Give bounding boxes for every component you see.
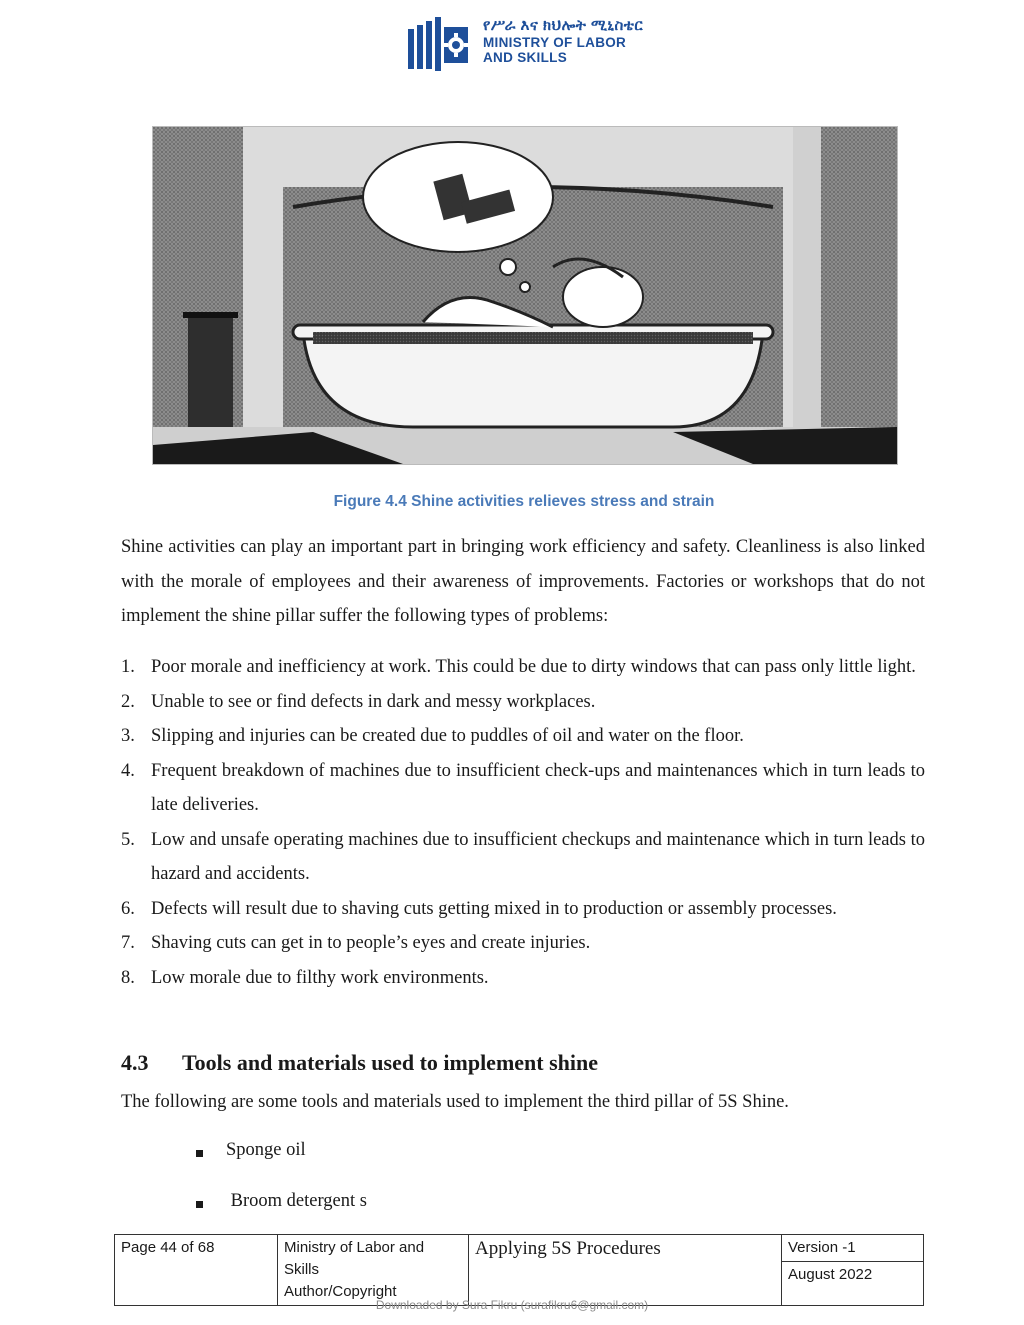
list-item-text: Poor morale and inefficiency at work. This could be due to dirty windows that can pass only little light.	[151, 657, 916, 677]
footer-version	[782, 1235, 924, 1262]
figure-caption: Figure 4.4 Shine activities relieves stress and strain	[333, 493, 715, 510]
list-item-number: 1.	[121, 657, 135, 677]
page-number-text: Page 44 of 68	[121, 1239, 215, 1256]
list-item-text: Defects will result due to shaving cuts getting mixed in to production or assembly processes.	[151, 898, 837, 919]
list-item-number: 5.	[121, 829, 135, 850]
list-item	[121, 685, 925, 720]
problems-list	[121, 650, 925, 995]
version-text: Version -1	[788, 1239, 856, 1256]
footer-document-title	[469, 1235, 782, 1306]
list-item-text: Low morale due to filthy work environments.	[151, 967, 489, 988]
list-item-number: 6.	[121, 898, 135, 919]
section-title: Tools and materials used to implement shine	[182, 1050, 599, 1075]
list-item	[121, 926, 925, 961]
footer-organization	[278, 1235, 469, 1306]
logo-line-1: MINISTRY OF LABOR	[483, 35, 627, 50]
square-bullet-icon	[196, 1150, 203, 1157]
figure-illustration	[152, 126, 898, 465]
list-item-text: Slipping and injuries can be created due to puddles of oil and water on the floor.	[151, 726, 744, 746]
footer-page-number	[115, 1235, 278, 1306]
logo-amharic-text: የሥራ እና ክህሎት ሚኒስቴር	[483, 17, 644, 34]
list-item-number: 7.	[121, 933, 135, 953]
bathtub-cartoon-image	[153, 127, 897, 464]
list-item-text: Unable to see or find defects in dark and messy workplaces.	[151, 691, 596, 712]
list-item-text: Frequent breakdown of machines due to insufficient check-ups and maintenances which in turn leads to late deliveries.	[151, 760, 925, 815]
org-line-2: Skills	[284, 1261, 320, 1278]
list-item-number: 2.	[121, 691, 135, 712]
bullet-text: Broom detergent s	[226, 1191, 367, 1211]
bullet-text: Sponge oil	[226, 1140, 306, 1160]
square-bullet-icon	[196, 1201, 203, 1208]
section-heading	[121, 1050, 598, 1076]
section-number: 4.3	[121, 1050, 149, 1075]
ministry-logo	[408, 17, 648, 77]
list-item-number: 3.	[121, 726, 135, 746]
org-line-1: Ministry of Labor and	[284, 1239, 425, 1256]
page-footer-table	[114, 1234, 924, 1306]
logo-line-2: AND SKILLS	[483, 50, 567, 65]
list-item	[121, 719, 925, 754]
date-text: August 2022	[788, 1266, 873, 1283]
list-item	[121, 650, 925, 685]
list-item-number: 4.	[121, 760, 135, 781]
list-item-text: Shaving cuts can get in to people’s eyes and create injuries.	[151, 933, 591, 953]
list-item-number: 8.	[121, 967, 135, 988]
document-title-text: Applying 5S Procedures	[475, 1238, 661, 1259]
list-item	[121, 892, 925, 927]
list-item	[121, 823, 925, 892]
list-item	[121, 961, 925, 996]
body-paragraph: Shine activities can play an important part in bringing work efficiency and safety. Cleanliness is also linked with the morale of employees and their awareness of improvements. Factories or workshops that do not implement the shine pillar suffer the following types of problems:	[121, 537, 925, 626]
download-watermark: Downloaded by Sura Fikru (surafikru6@gmail.com)	[375, 1298, 649, 1312]
org-line-3: Author/Copyright	[284, 1283, 397, 1300]
list-item-text: Low and unsafe operating machines due to insufficient checkups and maintenance which in turn leads to hazard and accidents.	[151, 829, 925, 884]
ministry-logo-text	[483, 17, 643, 65]
section-intro: The following are some tools and materials used to implement the third pillar of 5S Shine.	[121, 1092, 789, 1112]
list-item	[121, 754, 925, 823]
ministry-logo-icon	[408, 17, 472, 75]
